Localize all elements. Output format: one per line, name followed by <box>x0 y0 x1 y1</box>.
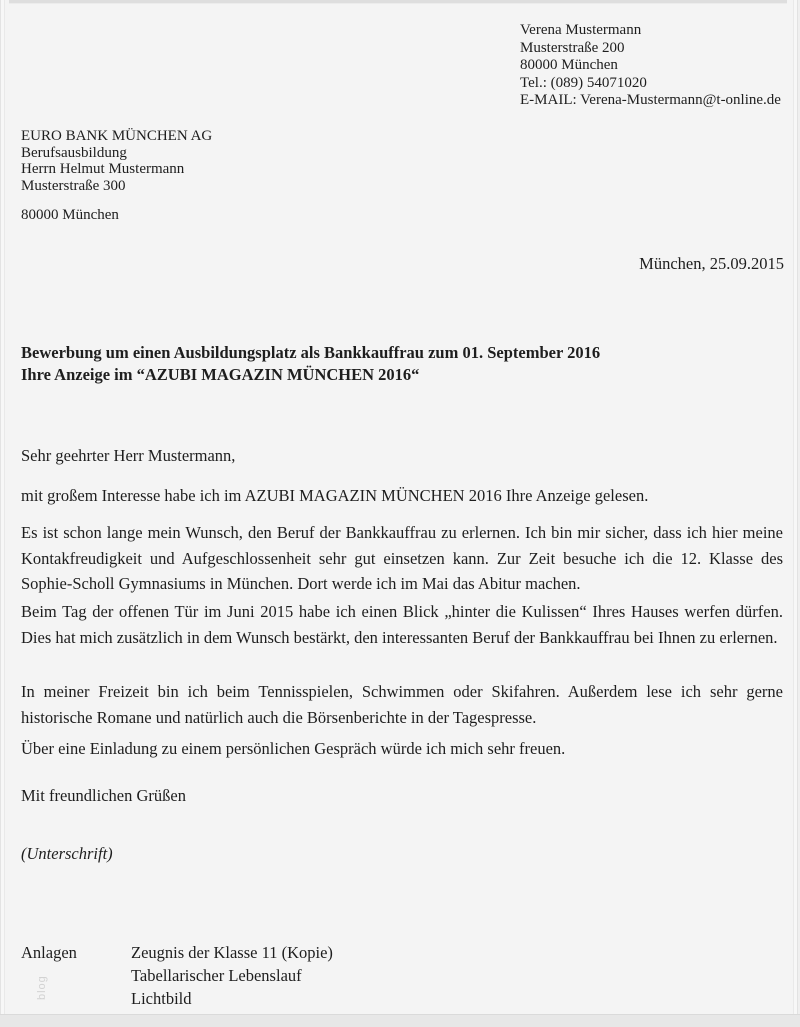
subject-block <box>21 342 780 385</box>
sender-email: E-MAIL: Verena-Mustermann@t-online.de <box>520 92 781 108</box>
subject-line-1: Bewerbung um einen Ausbildungsplatz als Bankkauffrau zum 01. September 2016 <box>21 343 601 362</box>
sender-city: 80000 München <box>520 57 618 73</box>
attachment-item: Tabellarischer Lebenslauf <box>131 966 302 985</box>
subject-line-2: Ihre Anzeige im “AZUBI MAGAZIN MÜNCHEN 2016“ <box>21 364 420 384</box>
salutation: Sehr geehrter Herr Mustermann, <box>21 446 236 465</box>
body-paragraph: Beim Tag der offenen Tür im Juni 2015 habe ich einen Blick „hinter die Kulissen“ Ihres Hauses werfen dürfen. Dies hat mich zusätzlich in dem Wunsch bestärkt, den interessanten Beruf der Bankkauffrau bei Ihnen zu erlernen. <box>21 602 783 647</box>
date-line: München, 25.09.2015 <box>639 254 784 273</box>
body-paragraph: In meiner Freizeit bin ich beim Tennisspielen, Schwimmen oder Skifahren. Außerdem lese ich sehr gerne historische Romane und natürlich auch die Börsenberichte in der Tagespresse. <box>21 682 783 727</box>
body-paragraph: Es ist schon lange mein Wunsch, den Beruf der Bankkauffrau zu erlernen. Ich bin mir sicher, dass ich hier meine Kontakfreudigkeit und Aufgeschlossenheit sehr gut einsetzen kann. Zur Zeit besuche ich die 12. Klasse des Sophie-Scholl Gymnasiums in München. Dort werde ich im Mai das Abitur machen. <box>21 523 783 593</box>
scan-edge-left <box>0 0 9 1027</box>
signature-placeholder: (Unterschrift) <box>21 844 113 863</box>
recipient-city: 80000 München <box>21 207 119 223</box>
sender-street: Musterstraße 200 <box>520 39 625 56</box>
attachment-item: Lichtbild <box>131 989 192 1008</box>
scan-edge-top <box>0 0 800 4</box>
scan-edge-bottom <box>0 1014 800 1027</box>
sender-name: Verena Mustermann <box>520 22 642 38</box>
watermark-text: blog <box>36 975 48 1000</box>
closing-regards: Mit freundlichen Grüßen <box>21 786 186 805</box>
sender-block <box>520 22 781 110</box>
attachments-label: Anlagen <box>21 943 77 962</box>
body-paragraph: mit großem Interesse habe ich im AZUBI MAGAZIN MÜNCHEN 2016 Ihre Anzeige gelesen. <box>21 486 649 505</box>
attachments-block <box>21 941 333 1010</box>
scan-edge-right <box>787 0 800 1027</box>
recipient-company: EURO BANK MÜNCHEN AG <box>21 128 213 144</box>
recipient-street: Musterstraße 300 <box>21 177 126 194</box>
sender-phone: Tel.: (089) 54071020 <box>520 74 647 91</box>
attachment-item: Zeugnis der Klasse 11 (Kopie) <box>131 943 333 962</box>
recipient-block <box>21 128 212 224</box>
recipient-contact: Herrn Helmut Mustermann <box>21 161 185 177</box>
recipient-department: Berufsausbildung <box>21 144 127 161</box>
body-paragraph: Über eine Einladung zu einem persönlichen Gespräch würde ich mich sehr freuen. <box>21 739 566 758</box>
attachments-list <box>131 941 333 1010</box>
